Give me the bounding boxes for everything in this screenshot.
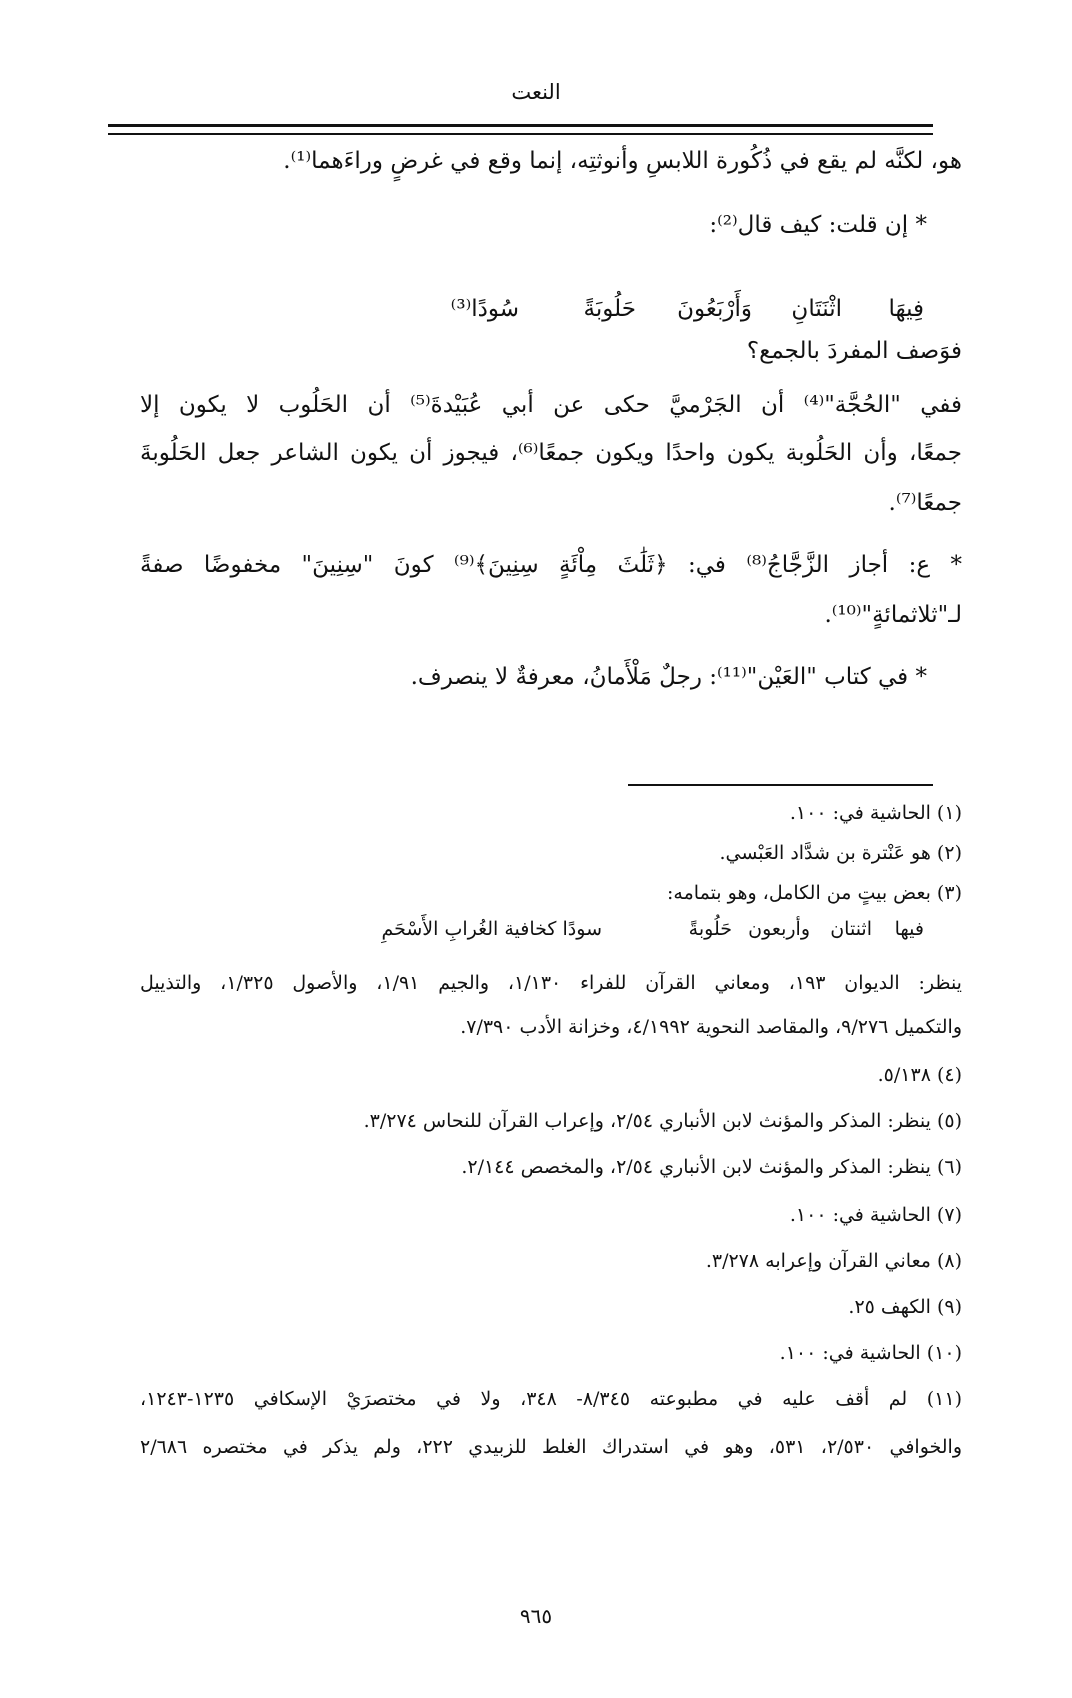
footnote-3: (٣) بعض بيتٍ من الكامل، وهو بتمامه:: [667, 882, 962, 904]
header-rule-thick: [108, 124, 933, 127]
footnote-10: (١٠) الحاشية في: ١٠٠.: [779, 1342, 962, 1364]
footnote-3-refs-line-1: ينظر: الديوان ١٩٣، ومعاني القرآن للفراء ١/١٣٠، والجيم ١/٩١، والأصول ١/٣٢٥، والتذييل: [140, 972, 962, 994]
footnote-4: (٤) ٥/١٣٨.: [877, 1064, 962, 1086]
para1-line-3: جمعًا⁽⁷⁾.: [888, 490, 962, 516]
body-line-1: هو، لكنَّه لم يقع في ذُكُورة اللابسِ وأنوثتِه، إنما وقع في غرضٍ وراءَهما⁽¹⁾.: [283, 148, 962, 174]
footnote-verse-second-half: سودًا كخافية الغُرابِ الأَسْحَمِ: [381, 918, 602, 940]
body-line-2: * إن قلت: كيف قال⁽²⁾:: [709, 212, 927, 238]
verse-word: فِيهَا: [888, 296, 924, 322]
footnote-verse-word: حَلُوبةً: [688, 918, 732, 940]
page-number: ٩٦٥: [519, 1604, 553, 1628]
para2-line-2: لـ"ثلاثمائةٍ"⁽¹⁰⁾.: [824, 602, 962, 628]
footnote-9: (٩) الكهف ٢٥.: [848, 1296, 962, 1318]
footnote-verse-word: اثنتان: [830, 918, 872, 940]
footnote-3-refs-line-2: والتكميل ٩/٢٧٦، والمقاصد النحوية ٤/١٩٩٢، وخزانة الأدب ٧/٣٩٠.: [460, 1016, 962, 1038]
header-rule-thin: [108, 133, 933, 135]
verse-second-half: سُودًا⁽³⁾: [450, 296, 519, 322]
footnote-6: (٦) ينظر: المذكر والمؤنث لابن الأنباري ٢/٥٤، والمخصص ٢/١٤٤.: [461, 1156, 962, 1178]
footnote-11-line-1: (١١) لم أقف عليه في مطبوعته ٨/٣٤٥- ٣٤٨، ولا في مختصرَيْ الإسكافي ١٢٣٥-١٢٤٣،: [140, 1388, 962, 1410]
para3-line: * في كتاب "العَيْن"⁽¹¹⁾: رجلٌ مَلْأَمانُ، معرفةٌ لا ينصرف.: [410, 664, 927, 690]
verse-word: وَأَرْبَعُونَ: [677, 296, 752, 322]
para1-line-1: ففي "الحُجَّة"⁽⁴⁾ أن الجَرْميَّ حكى عن أبي عُبَيْدةَ⁽⁵⁾ أن الحَلُوب لا يكون إلا: [140, 392, 962, 418]
verse-word: اثْنَتَانِ: [791, 296, 842, 322]
footnote-5: (٥) ينظر: المذكر والمؤنث لابن الأنباري ٢/٥٤، وإعراب القرآن للنحاس ٣/٢٧٤.: [363, 1110, 962, 1132]
para2-line-1: * ع: أجاز الزَّجَّاجُ⁽⁸⁾ في: ﴿ثَلَٰثَ مِاْئَةٍ سِنِينَ﴾⁽⁹⁾ كونَ "سِنِينَ" مخفوضًا صفةً: [140, 552, 962, 578]
running-header-title: النعت: [511, 80, 561, 104]
footnote-1: (١) الحاشية في: ١٠٠.: [789, 802, 962, 824]
footnote-11-line-2: والخوافي ٢/٥٣٠، ٥٣١، وهو في استدراك الغلط للزبيدي ٢٢٢، ولم يذكر في مختصره ٢/٦٨٦: [140, 1436, 963, 1458]
footnote-8: (٨) معاني القرآن وإعرابه ٣/٢٧٨.: [705, 1250, 962, 1272]
footnote-verse-word: فيها: [894, 918, 924, 940]
footnote-7: (٧) الحاشية في: ١٠٠.: [789, 1204, 962, 1226]
footnote-2: (٢) هو عَنْترة بن شدَّاد العَبْسي.: [719, 842, 962, 864]
body-question-line: فوَصف المفردَ بالجمع؟: [746, 338, 962, 364]
verse-word: حَلُوبَةً: [583, 296, 636, 322]
para1-line-2: جمعًا، وأن الحَلُوبة يكون واحدًا ويكون جمعًا⁽⁶⁾، فيجوز أن يكون الشاعر جعل الحَلُوبةَ: [140, 440, 962, 466]
footnote-verse-word: وأربعون: [748, 918, 810, 940]
footnote-separator: [628, 784, 933, 786]
